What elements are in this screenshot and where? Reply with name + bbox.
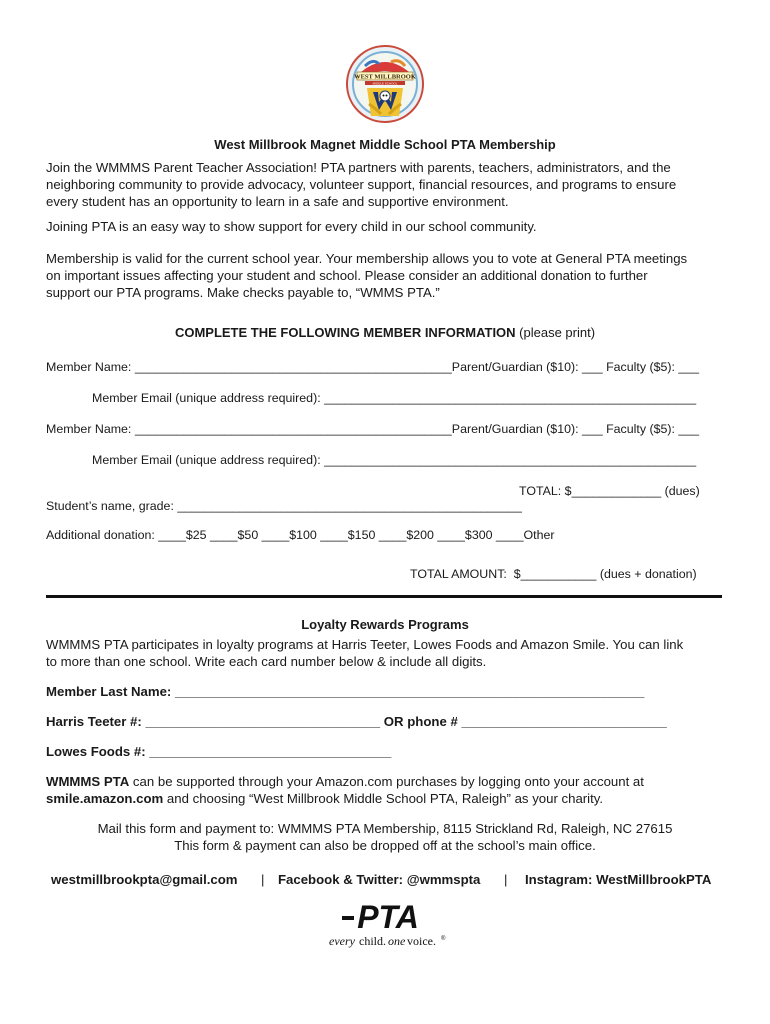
section-divider <box>46 595 722 598</box>
pta-tag-one: one <box>388 934 406 948</box>
instagram-handle[interactable]: Instagram: WestMillbrookPTA <box>525 872 712 887</box>
page-title: West Millbrook Magnet Middle School PTA Membership <box>214 137 556 152</box>
mail-line-1: Mail this form and payment to: WMMMS PTA Membership, 8115 Strickland Rd, Raleigh, NC 27615 <box>97 821 673 836</box>
separator-2: | <box>504 872 508 887</box>
pta-mark: PTA <box>357 899 419 935</box>
loyalty-line-1: WMMMS PTA participates in loyalty programs at Harris Teeter, Lowes Foods and Amazon Smile. You can link <box>46 637 684 652</box>
amazon-org-name: WMMMS PTA <box>46 774 130 789</box>
member1-email-field[interactable]: Member Email (unique address required): ______________________________________________________ <box>92 391 697 405</box>
member2-name-field[interactable]: Member Name: ______________________________________________Parent/Guardian ($10): ___ Faculty ($5): ___ <box>46 422 700 436</box>
amazon-line-1-text: can be supported through your Amazon.com purchases by logging onto your account at <box>129 774 644 789</box>
total-dues-field[interactable]: TOTAL: $_____________ (dues) <box>519 484 700 498</box>
member-last-name-field[interactable]: Member Last Name: ________________________________________________________________ <box>46 684 645 699</box>
pta-tag-child: child. <box>359 934 386 948</box>
logo-subtitle: MIDDLE SCHOOL <box>372 81 398 86</box>
school-logo <box>345 44 425 124</box>
joining-text: Joining PTA is an easy way to show support for every child in our school community. <box>46 219 537 234</box>
contact-email-link[interactable]: westmillbrookpta@gmail.com <box>51 872 238 887</box>
social-handles[interactable]: Facebook & Twitter: @wmmspta <box>278 872 481 887</box>
pta-tag-voice: voice. <box>407 934 436 948</box>
member1-name-field[interactable]: Member Name: ______________________________________________Parent/Guardian ($10): ___ Faculty ($5): ___ <box>46 360 700 374</box>
member2-email-field[interactable]: Member Email (unique address required): ______________________________________________________ <box>92 453 697 467</box>
amazon-line-2-text: and choosing “West Millbrook Middle School PTA, Raleigh” as your charity. <box>163 791 604 806</box>
pta-logo <box>325 898 450 950</box>
intro-line-3: every student has an opportunity to learn in a safe and supportive environment. <box>46 194 509 209</box>
intro-line-1: Join the WMMMS Parent Teacher Association! PTA partners with parents, teachers, administrators, and the <box>46 160 671 175</box>
complete-heading <box>0 325 770 341</box>
membership-line-2: on important issues affecting your student and school. Please consider an additional donation to further <box>46 268 648 283</box>
intro-line-2: neighboring community to provide advocacy, volunteer support, financial resources, and programs to ensure <box>46 177 677 192</box>
pta-tag-every: every <box>329 934 355 948</box>
complete-heading-note: (please print) <box>515 325 596 340</box>
student-name-field[interactable]: Student’s name, grade: __________________________________________________ <box>46 499 522 513</box>
logo-school-name: WEST MILLBROOK <box>354 73 416 81</box>
complete-heading-bold: COMPLETE THE FOLLOWING MEMBER INFORMATION <box>174 325 516 340</box>
loyalty-line-2: to more than one school. Write each card number below & include all digits. <box>46 654 487 669</box>
harris-teeter-field[interactable]: Harris Teeter #: ________________________________ OR phone # ____________________________ <box>46 714 667 729</box>
mail-line-2: This form & payment can also be dropped off at the school’s main office. <box>174 838 596 853</box>
separator-1: | <box>261 872 265 887</box>
membership-line-1: Membership is valid for the current school year. Your membership allows you to vote at General PTA meetings <box>46 251 688 266</box>
donation-options[interactable]: Additional donation: ____$25 ____$50 ____$100 ____$150 ____$200 ____$300 ____Other <box>46 528 555 542</box>
loyalty-heading: Loyalty Rewards Programs <box>301 617 469 632</box>
amazon-smile-link[interactable]: smile.amazon.com <box>46 791 164 806</box>
lowes-foods-field[interactable]: Lowes Foods #: _________________________________ <box>46 744 392 759</box>
amazon-line-1 <box>46 774 644 790</box>
membership-line-3: support our PTA programs. Make checks payable to, “WMMS PTA.” <box>46 285 440 300</box>
amazon-line-2 <box>46 791 603 807</box>
total-amount-field[interactable]: TOTAL AMOUNT: $___________ (dues + donation) <box>410 567 697 581</box>
pta-registered-mark: ® <box>441 936 446 942</box>
